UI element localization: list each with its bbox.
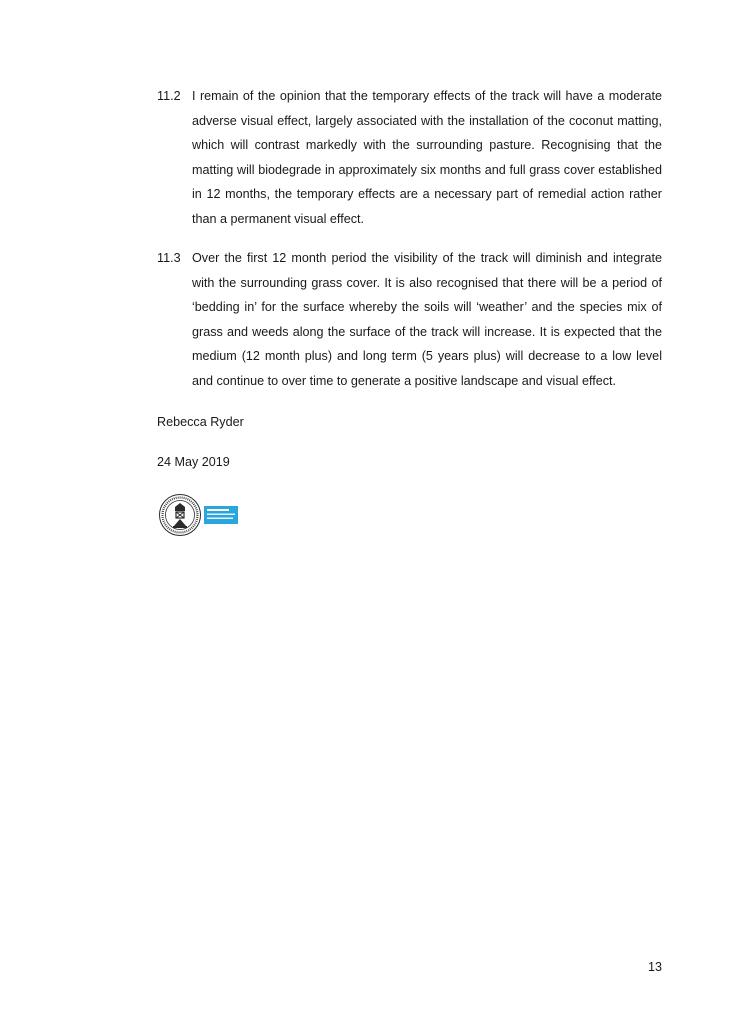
paragraph-11-3 (157, 246, 662, 394)
page-number: 13 (647, 960, 662, 974)
paragraph-text: Over the first 12 month period the visibility of the track will diminish and integrate with the surrounding grass cover. It is also recognised that there will be a period of ‘bedding in’ for the surface whereby the soils will ‘weather’ and the species mix of grass and weeds along the surface of the track will increase. It is expected that the medium (12 month plus) and long term (5 years plus) will decrease to a low level and continue to over time to generate a positive landscape and visual effect. (192, 251, 662, 388)
paragraph-11-2 (157, 84, 662, 232)
paragraph-number: 11.3 (157, 251, 181, 265)
paragraph-text: I remain of the opinion that the temporary effects of the track will have a moderate adverse visual effect, largely associated with the installation of the coconut matting, which will contrast markedly with the surrounding pasture. Recognising that the matting will biodegrade in approximately six months and full grass cover established in 12 months, the temporary effects are a necessary part of remedial action rather than a permanent visual effect. (192, 89, 662, 226)
signature-date: 24 May 2019 (157, 455, 230, 469)
paragraph-number: 11.2 (157, 89, 181, 103)
signature-name: Rebecca Ryder (157, 415, 244, 429)
registered-landscape-architect-seal-icon (158, 493, 240, 537)
